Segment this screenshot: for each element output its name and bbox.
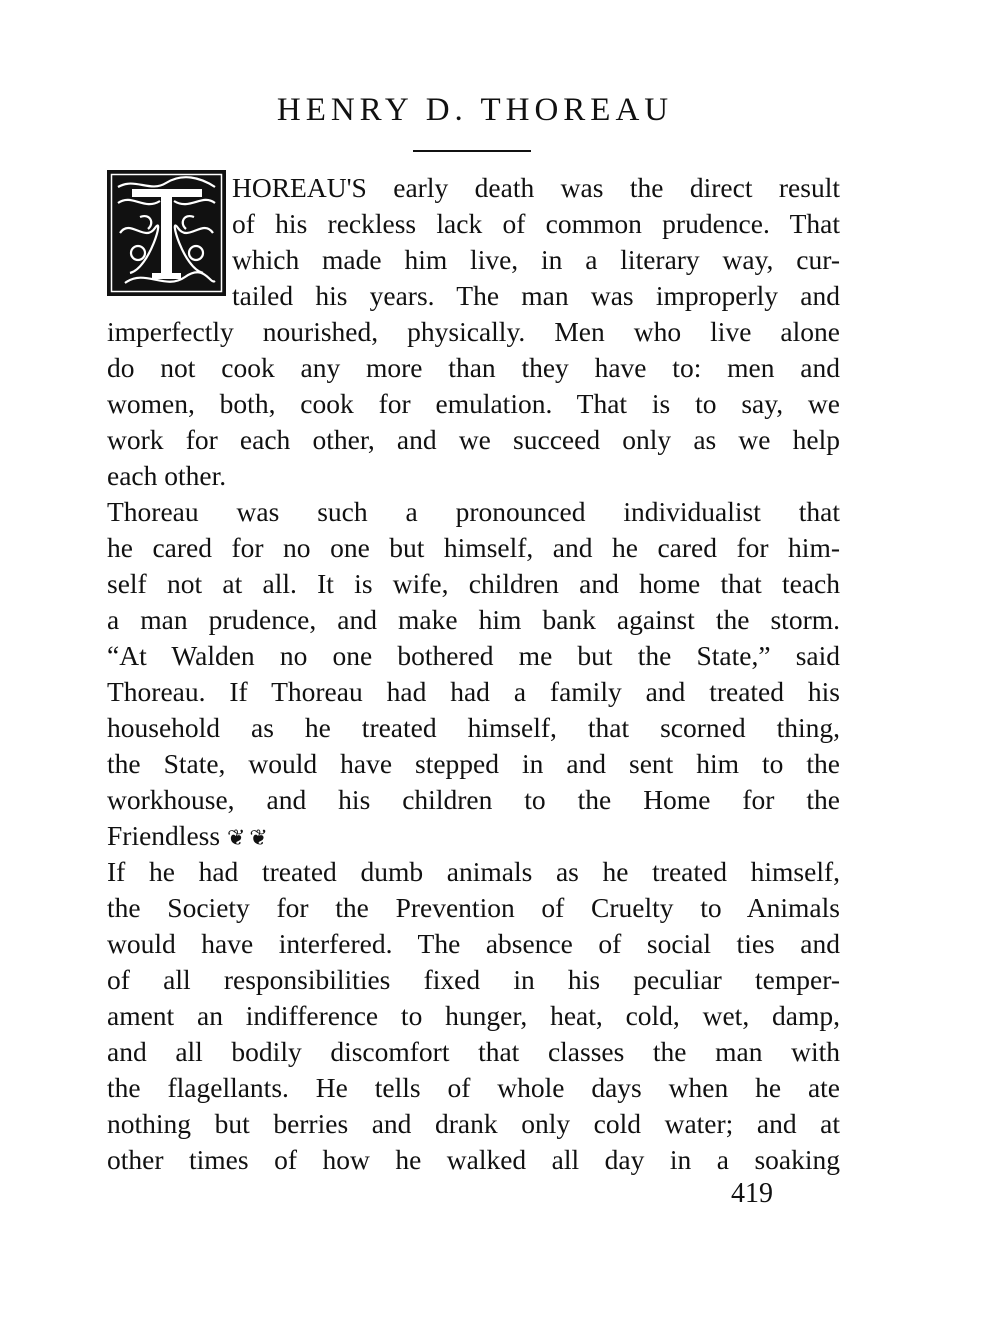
text-line: each other. — [107, 460, 227, 491]
text-line: tailed his years. The man was improperly and — [232, 280, 840, 311]
text-line: ament an indifference to hunger, heat, cold, wet, damp, — [107, 1000, 840, 1031]
text-line: would have interfered. The absence of social ties and — [107, 928, 840, 959]
text-line: nothing but berries and drank only cold water; and at — [107, 1108, 840, 1139]
text-line-text: Friendless — [107, 820, 221, 851]
text-line: the Society for the Prevention of Cruelty to Animals — [107, 892, 840, 923]
page-title: HENRY D. THOREAU — [276, 92, 674, 128]
text-line: which made him live, in a literary way, cur- — [232, 244, 840, 275]
text-line: the flagellants. He tells of whole days when he ate — [107, 1072, 840, 1103]
text-line: the State, would have stepped in and sent him to the — [107, 748, 840, 779]
text-line: of his reckless lack of common prudence. That — [232, 208, 840, 239]
text-line: If he had treated dumb animals as he treated himself, — [107, 856, 840, 887]
text-line: work for each other, and we succeed only as we help — [107, 424, 840, 455]
text-line: “At Walden no one bothered me but the State,” said — [107, 640, 840, 671]
text-line: a man prudence, and make him bank against the storm. — [107, 604, 840, 635]
text-line: of all responsibilities fixed in his peculiar temper- — [107, 964, 840, 995]
text-line: Thoreau was such a pronounced individualist that — [107, 496, 840, 527]
text-line: other times of how he walked all day in a soaking — [107, 1144, 840, 1175]
title-rule — [413, 150, 531, 152]
text-line: do not cook any more than they have to: men and — [107, 352, 840, 383]
text-line: workhouse, and his children to the Home for the — [107, 784, 840, 815]
text-line: he cared for no one but himself, and he cared for him- — [107, 532, 840, 563]
leaf-ornament-icon: ❦❦ — [226, 825, 272, 850]
text-line: women, both, cook for emulation. That is to say, we — [107, 388, 840, 419]
page-number: 419 — [731, 1178, 773, 1209]
text-line: self not at all. It is wife, children and home that teach — [107, 568, 840, 599]
drop-cap-initial — [107, 170, 226, 296]
text-line: Thoreau. If Thoreau had had a family and treated his — [107, 676, 840, 707]
ornamental-letter-t-icon — [110, 173, 223, 293]
text-line: imperfectly nourished, physically. Men who live alone — [107, 316, 840, 347]
text-line: and all bodily discomfort that classes the man with — [107, 1036, 840, 1067]
text-line: household as he treated himself, that scorned thing, — [107, 712, 840, 743]
text-line — [107, 818, 840, 854]
text-line: HOREAU'S early death was the direct result — [232, 172, 840, 203]
